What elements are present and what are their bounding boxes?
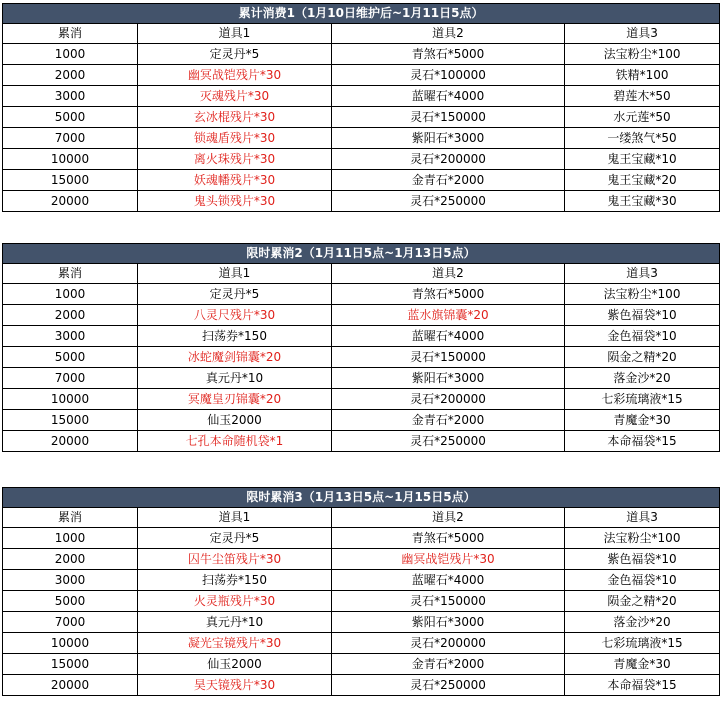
threshold-cell: 15000 [3,410,138,431]
table-row [3,389,720,410]
item-cell: 囚牛尘笛残片*30 [138,549,332,570]
item-cell: 七彩琉璃液*15 [565,389,720,410]
item-cell: 幽冥战铠残片*30 [332,549,565,570]
item-cell: 金色福袋*10 [565,326,720,347]
item-cell: 扫荡券*150 [138,326,332,347]
item-cell: 金青石*2000 [332,170,565,191]
threshold-cell: 10000 [3,389,138,410]
item-cell: 灵石*200000 [332,633,565,654]
table-row [3,86,720,107]
table-title-row [3,244,720,264]
item-cell: 青魔金*30 [565,654,720,675]
item-cell: 定灵丹*5 [138,528,332,549]
table-title: 限时累消3（1月13日5点~1月15日5点） [3,488,720,508]
item-cell: 青魔金*30 [565,410,720,431]
column-header: 累消 [3,508,138,528]
item-cell: 火灵瓶残片*30 [138,591,332,612]
item-cell: 灵石*150000 [332,591,565,612]
item-cell: 金青石*2000 [332,410,565,431]
column-header: 道具1 [138,24,332,44]
threshold-cell: 2000 [3,65,138,86]
table-row [3,170,720,191]
table-row [3,191,720,212]
table-row [3,149,720,170]
table-row [3,675,720,696]
item-cell: 蓝曜石*4000 [332,326,565,347]
item-cell: 一缕煞气*50 [565,128,720,149]
item-cell: 法宝粉尘*100 [565,44,720,65]
item-cell: 冥魔皇刃锦囊*20 [138,389,332,410]
item-cell: 定灵丹*5 [138,44,332,65]
reward-table-1 [2,3,720,212]
item-cell: 鬼头锁残片*30 [138,191,332,212]
table-header-row [3,24,720,44]
reward-table-3 [2,487,720,696]
item-cell: 灵石*250000 [332,431,565,452]
table-row [3,549,720,570]
threshold-cell: 1000 [3,528,138,549]
table-row [3,107,720,128]
column-header: 道具3 [565,24,720,44]
threshold-cell: 3000 [3,326,138,347]
threshold-cell: 10000 [3,633,138,654]
item-cell: 法宝粉尘*100 [565,528,720,549]
item-cell: 定灵丹*5 [138,284,332,305]
table-row [3,654,720,675]
item-cell: 鬼王宝藏*20 [565,170,720,191]
column-header: 道具3 [565,264,720,284]
table-header-row [3,508,720,528]
table-row [3,528,720,549]
threshold-cell: 2000 [3,305,138,326]
threshold-cell: 20000 [3,675,138,696]
item-cell: 扫荡券*150 [138,570,332,591]
column-header: 道具3 [565,508,720,528]
item-cell: 碧莲木*50 [565,86,720,107]
item-cell: 落金沙*20 [565,612,720,633]
table-row [3,65,720,86]
item-cell: 灭魂残片*30 [138,86,332,107]
table-row [3,431,720,452]
table-title-row [3,488,720,508]
item-cell: 青煞石*5000 [332,528,565,549]
item-cell: 蓝水旗锦囊*20 [332,305,565,326]
threshold-cell: 15000 [3,170,138,191]
threshold-cell: 20000 [3,431,138,452]
threshold-cell: 7000 [3,368,138,389]
item-cell: 水元莲*50 [565,107,720,128]
item-cell: 金青石*2000 [332,654,565,675]
item-cell: 紫阳石*3000 [332,612,565,633]
table-row [3,570,720,591]
item-cell: 灵石*250000 [332,675,565,696]
column-header: 道具2 [332,24,565,44]
item-cell: 紫色福袋*10 [565,549,720,570]
item-cell: 凝光宝镜残片*30 [138,633,332,654]
column-header: 道具1 [138,264,332,284]
item-cell: 仙玉2000 [138,654,332,675]
table-title: 限时累消2（1月11日5点~1月13日5点） [3,244,720,264]
item-cell: 金色福袋*10 [565,570,720,591]
item-cell: 灵石*150000 [332,347,565,368]
item-cell: 七彩琉璃液*15 [565,633,720,654]
table-header-row [3,264,720,284]
item-cell: 离火珠残片*30 [138,149,332,170]
column-header: 道具2 [332,264,565,284]
item-cell: 灵石*100000 [332,65,565,86]
column-header: 累消 [3,264,138,284]
table-row [3,128,720,149]
table-row [3,326,720,347]
item-cell: 灵石*250000 [332,191,565,212]
item-cell: 灵石*150000 [332,107,565,128]
threshold-cell: 7000 [3,612,138,633]
item-cell: 昊天镜残片*30 [138,675,332,696]
threshold-cell: 20000 [3,191,138,212]
item-cell: 冰蛇魔剑锦囊*20 [138,347,332,368]
item-cell: 青煞石*5000 [332,44,565,65]
table-row [3,284,720,305]
item-cell: 陨金之精*20 [565,347,720,368]
table-row [3,591,720,612]
item-cell: 蓝曜石*4000 [332,86,565,107]
item-cell: 紫色福袋*10 [565,305,720,326]
table-row [3,305,720,326]
threshold-cell: 5000 [3,107,138,128]
item-cell: 灵石*200000 [332,149,565,170]
table-row [3,368,720,389]
table-title: 累计消费1（1月10日维护后~1月11日5点） [3,4,720,24]
item-cell: 八灵尺残片*30 [138,305,332,326]
table-row [3,410,720,431]
item-cell: 落金沙*20 [565,368,720,389]
threshold-cell: 3000 [3,86,138,107]
table-row [3,612,720,633]
table-row [3,633,720,654]
threshold-cell: 10000 [3,149,138,170]
threshold-cell: 1000 [3,44,138,65]
item-cell: 仙玉2000 [138,410,332,431]
threshold-cell: 2000 [3,549,138,570]
threshold-cell: 5000 [3,591,138,612]
item-cell: 幽冥战铠残片*30 [138,65,332,86]
threshold-cell: 7000 [3,128,138,149]
item-cell: 铁精*100 [565,65,720,86]
column-header: 道具1 [138,508,332,528]
item-cell: 本命福袋*15 [565,431,720,452]
item-cell: 真元丹*10 [138,612,332,633]
table-title-row [3,4,720,24]
item-cell: 紫阳石*3000 [332,368,565,389]
column-header: 道具2 [332,508,565,528]
item-cell: 青煞石*5000 [332,284,565,305]
threshold-cell: 15000 [3,654,138,675]
item-cell: 法宝粉尘*100 [565,284,720,305]
threshold-cell: 1000 [3,284,138,305]
table-row [3,347,720,368]
reward-table-2 [2,243,720,452]
item-cell: 七孔本命随机袋*1 [138,431,332,452]
table-row [3,44,720,65]
item-cell: 陨金之精*20 [565,591,720,612]
item-cell: 紫阳石*3000 [332,128,565,149]
item-cell: 玄冰棍残片*30 [138,107,332,128]
item-cell: 真元丹*10 [138,368,332,389]
item-cell: 锁魂盾残片*30 [138,128,332,149]
item-cell: 妖魂幡残片*30 [138,170,332,191]
item-cell: 本命福袋*15 [565,675,720,696]
item-cell: 蓝曜石*4000 [332,570,565,591]
threshold-cell: 5000 [3,347,138,368]
threshold-cell: 3000 [3,570,138,591]
item-cell: 灵石*200000 [332,389,565,410]
item-cell: 鬼王宝藏*10 [565,149,720,170]
column-header: 累消 [3,24,138,44]
item-cell: 鬼王宝藏*30 [565,191,720,212]
